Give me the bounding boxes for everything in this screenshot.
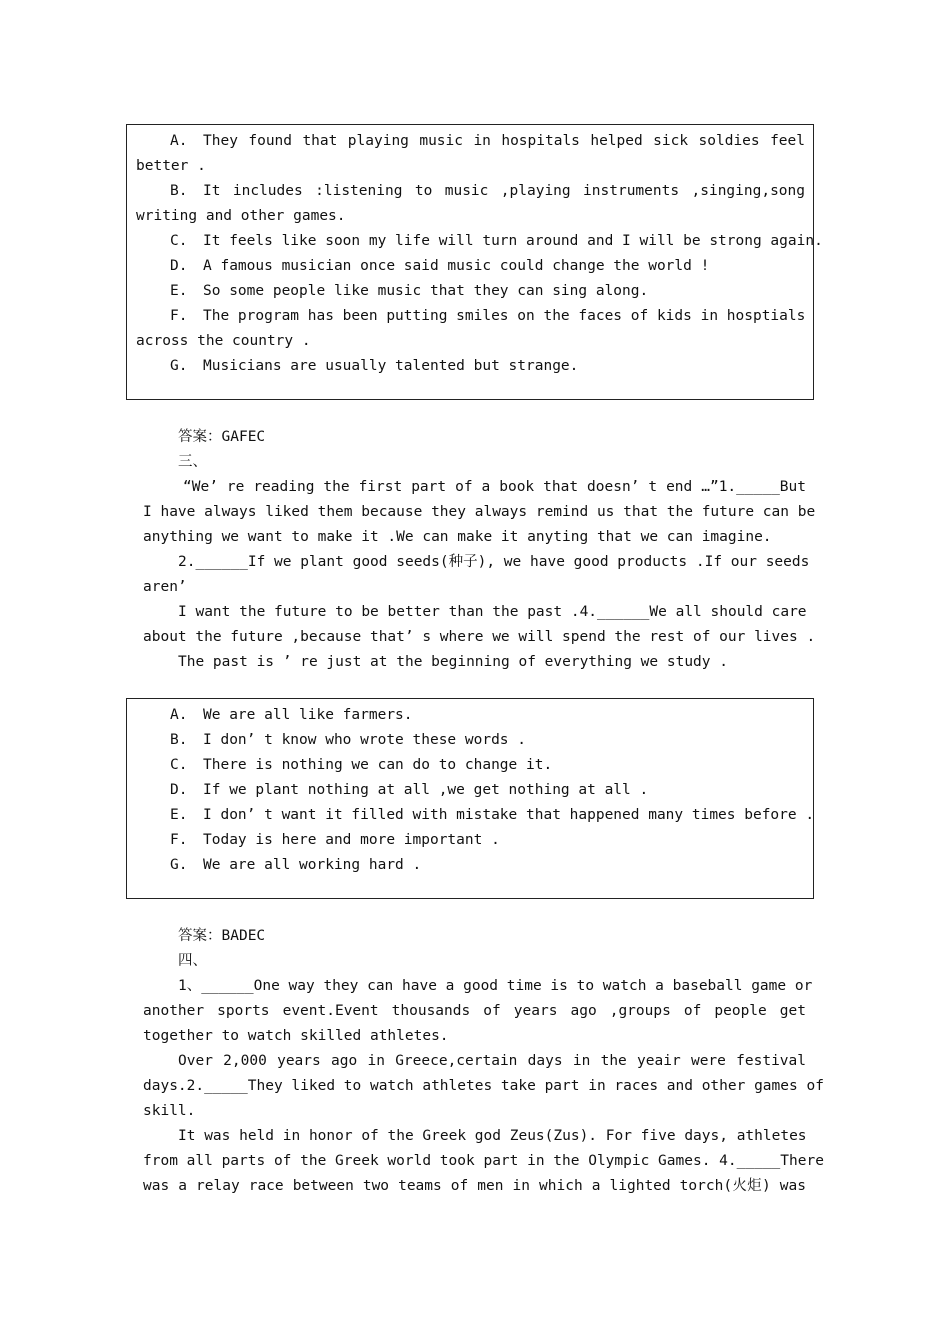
option3-b: B. I don’ t know who wrote these words . bbox=[170, 732, 527, 748]
option-f-cont: across the country . bbox=[136, 333, 311, 349]
passage4-line-4: Over 2,000 years ago in Greece,certain days in the yeair were festival bbox=[178, 1053, 806, 1069]
option3-e: E. I don’ t want it filled with mistake that happened many times before . bbox=[170, 807, 815, 823]
option3-a: A. We are all like farmers. bbox=[170, 707, 413, 723]
passage4-line-8: from all parts of the Greek world took part in the Olympic Games. 4._____There bbox=[143, 1153, 824, 1169]
passage3-line-4: 2.______If we plant good seeds(种子), we have good products .If our seeds bbox=[178, 554, 810, 570]
section4-heading: 四、 bbox=[178, 953, 207, 969]
options-box-section2 bbox=[126, 124, 823, 400]
options-box-section3 bbox=[126, 698, 814, 899]
answer-section2: 答案：GAFEC bbox=[178, 429, 266, 445]
passage3-line-5: aren’ bbox=[143, 579, 187, 595]
passage4-line-5: days.2._____They liked to watch athletes take part in races and other games of bbox=[143, 1078, 824, 1094]
passage3-line-7: about the future ,because that’ s where we will spend the rest of our lives . bbox=[143, 629, 816, 645]
option3-c: C. There is nothing we can do to change it. bbox=[170, 757, 553, 773]
option-a-cont: better . bbox=[136, 158, 206, 174]
passage4-line-3: together to watch skilled athletes. bbox=[143, 1028, 449, 1044]
option-a: A. They found that playing music in hospitals helped sick soldies feel bbox=[170, 133, 805, 149]
passage3-line-6: I want the future to be better than the past .4.______We all should care bbox=[178, 604, 807, 620]
passage3-line-1: “We’ re reading the first part of a book that doesn’ t end …”1._____But bbox=[183, 479, 806, 495]
passage3-line-3: anything we want to make it .We can make it anyting that we can imagine. bbox=[143, 529, 772, 545]
option-b: B. It includes :listening to music ,playing instruments ,singing,song bbox=[170, 183, 805, 199]
passage4-line-9: was a relay race between two teams of men in which a lighted torch(火炬) was bbox=[143, 1178, 806, 1194]
passage4-line-2: another sports event.Event thousands of years ago ,groups of people get bbox=[143, 1003, 806, 1019]
section3-block bbox=[143, 425, 816, 675]
passage3-line-8: The past is ’ re just at the beginning of everything we study . bbox=[178, 654, 728, 670]
section4-block bbox=[143, 924, 824, 1199]
option-b-cont: writing and other games. bbox=[136, 208, 346, 224]
answer-section3: 答案：BADEC bbox=[178, 928, 266, 944]
passage4-line-1: 1、______One way they can have a good time is to watch a baseball game or bbox=[178, 978, 813, 994]
passage4-line-6: skill. bbox=[143, 1103, 196, 1119]
section3-heading: 三、 bbox=[178, 454, 207, 470]
option-f: F. The program has been putting smiles on the faces of kids in hosptials bbox=[170, 308, 806, 324]
option3-g: G. We are all working hard . bbox=[170, 857, 422, 873]
option3-d: D. If we plant nothing at all ,we get nothing at all . bbox=[170, 782, 649, 798]
passage3-line-2: I have always liked them because they always remind us that the future can be bbox=[143, 504, 816, 520]
option-c: C. It feels like soon my life will turn around and I will be strong again. bbox=[170, 233, 823, 249]
option3-f: F. Today is here and more important . bbox=[170, 832, 500, 848]
passage4-line-7: It was held in honor of the Greek god Zeus(Zus). For five days, athletes bbox=[178, 1128, 807, 1144]
option-d: D. A famous musician once said music could change the world ! bbox=[170, 258, 710, 274]
option-g: G. Musicians are usually talented but strange. bbox=[170, 358, 579, 374]
option-e: E. So some people like music that they can sing along. bbox=[170, 283, 649, 299]
